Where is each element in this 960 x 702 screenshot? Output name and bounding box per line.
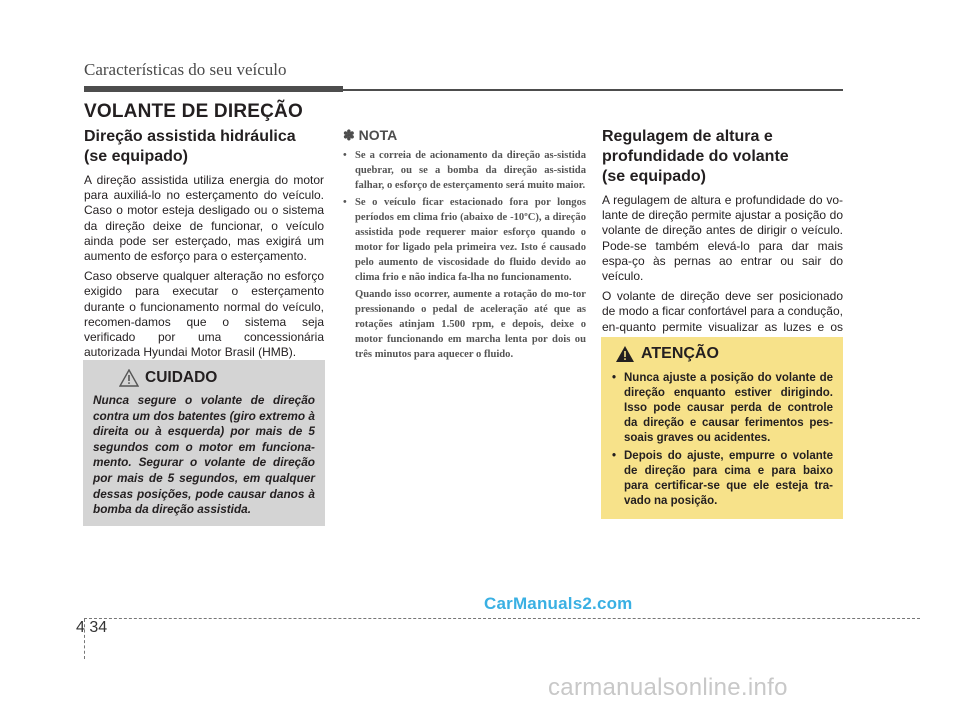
note-item: • Se a correia de acionamento da direção as-sistida quebrar, ou se a bomba da direção as-sistida falhar, o esforço de esterçamento será muito maior. xyxy=(343,148,586,193)
caution-text: Nunca segure o volante de direção contra um dos batentes (giro extremo à direita ou à esquerda) por mais de 5 segundos com o motor em funciona-mento. Segurar o volante de direção por mais de 5 segundos, em qualquer dessas posições, pode causar danos à bomba da direção assistida. xyxy=(93,393,315,517)
note-title: ✽ NOTA xyxy=(343,127,398,143)
left-paragraph-1: A direção assistida utiliza energia do motor para auxiliá-lo no esterçamento do veículo. Caso o motor esteja desligado ou o sistema da direção deixe de funcionar, o veículo ainda pode ser esterçado, mas exigirá um aumento de esforço para o esterçamento. xyxy=(84,173,324,264)
warning-triangle-icon xyxy=(615,345,635,363)
page-number: 4 34 xyxy=(76,619,108,636)
watermark-link[interactable]: CarManuals2.com xyxy=(484,594,633,613)
note-item: • Se o veículo ficar estacionado fora por longos períodos em clima frio (abaixo de -10ºC), a direção assistida pode requerer maior esforço quando o motor for ligado pela primeira vez. Isto é causado pelo aumento de viscosidade do fluido devido ao clima frio e não indica fa-lha no funcionamento. xyxy=(343,195,586,285)
left-heading: Direção assistida hidráulica (se equipado) xyxy=(84,128,296,165)
warning-item: • Nunca ajuste a posição do volante de direção enquanto estiver dirigindo. Isso pode causar perda de controle da direção e causar ferimentos pes-soais graves ou acidentes. xyxy=(611,371,833,446)
warning-triangle-icon xyxy=(119,369,139,387)
header-bar xyxy=(84,86,343,92)
note-list xyxy=(343,148,586,285)
left-paragraph-2: Caso observe qualquer alteração no esforço exigido para executar o esterçamento durante o funcionamento normal do veículo, recomen-damos que o sistema seja verificado por uma concessionária autorizada Hyundai Motor Brasil (HMB). xyxy=(84,269,324,360)
note-subparagraph: Quando isso ocorrer, aumente a rotação do mo-tor pressionando o pedal de aceleração até que as rotações atinjam 1.500 rpm, e depois, deixe o motor funcionando em marcha lenta por dois ou três minutos para aquecer o fluido. xyxy=(355,289,586,360)
footer-rule xyxy=(84,618,920,619)
caution-heading: CUIDADO xyxy=(119,369,315,387)
section-title: VOLANTE DE DIREÇÃO xyxy=(84,101,303,122)
right-heading: Regulagem de altura e profundidade do volante (se equipado) xyxy=(602,128,789,185)
right-column xyxy=(602,127,843,355)
warning-list xyxy=(611,371,833,509)
watermark-bottom: carmanualsonline.info xyxy=(548,674,788,701)
warning-heading: ATENÇÃO xyxy=(615,345,833,363)
caution-box xyxy=(83,360,325,526)
left-column xyxy=(84,127,324,365)
header-rule xyxy=(343,89,843,91)
page-header-title: Características do seu veículo xyxy=(84,60,287,79)
warning-box xyxy=(601,337,843,519)
right-paragraph-1: A regulagem de altura e profundidade do vo-lante de direção permite ajustar a posição do volante de direção antes de dirigir o veículo. Pode-se também elevá-lo para dar mais espa-ço às pernas ao entrar ou sair do veículo. xyxy=(602,193,843,284)
note-column xyxy=(343,127,586,362)
warning-item: • Depois do ajuste, empurre o volante de direção para cima e para baixo para certificar-se que ele esteja tra-vado na posição. xyxy=(611,449,833,509)
right-paragraph-2: O volante de direção deve ser posicionado de modo a ficar confortável para a condução, en-quanto permite visualizar as luzes e os xyxy=(602,289,843,334)
